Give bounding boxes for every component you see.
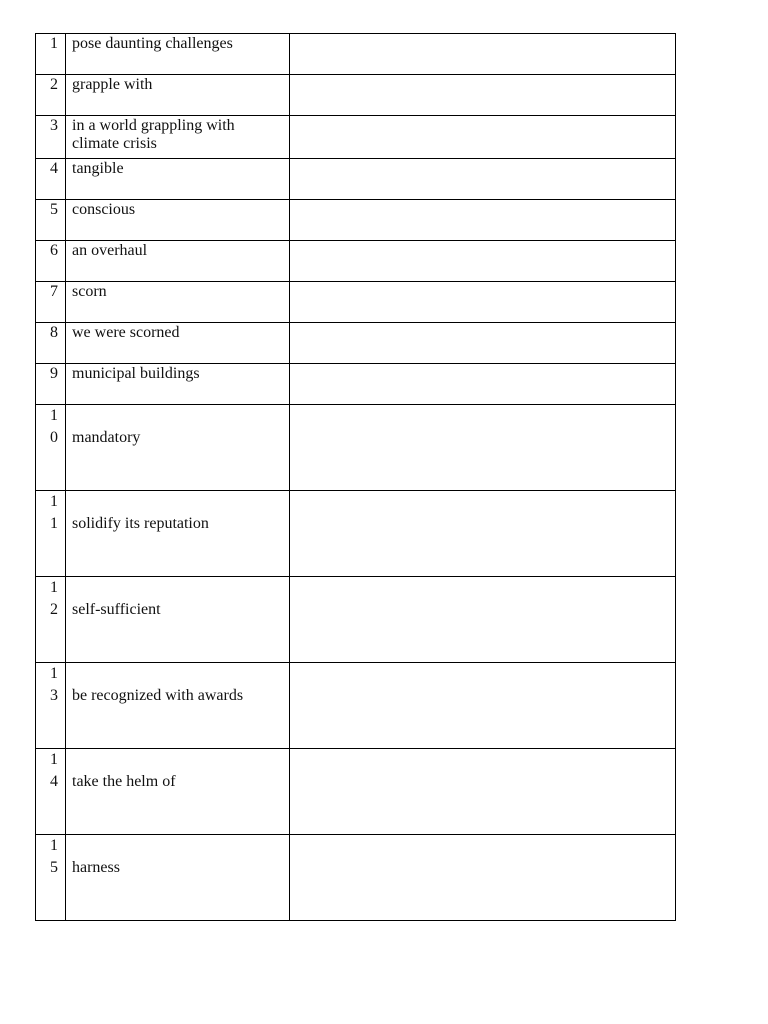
row-number: 4 bbox=[36, 159, 66, 200]
table-row bbox=[36, 116, 676, 159]
table-row bbox=[36, 364, 676, 405]
answer-cell[interactable] bbox=[290, 200, 676, 241]
vocabulary-term: an overhaul bbox=[66, 241, 290, 282]
vocabulary-term: self-sufficient bbox=[66, 577, 290, 663]
table-row bbox=[36, 577, 676, 663]
row-number-digit-1: 1 bbox=[50, 751, 58, 768]
row-number: 3 bbox=[36, 116, 66, 159]
row-number: 7 bbox=[36, 282, 66, 323]
answer-cell[interactable] bbox=[290, 491, 676, 577]
vocabulary-term: municipal buildings bbox=[66, 364, 290, 405]
vocabulary-term: take the helm of bbox=[66, 749, 290, 835]
vocabulary-term: pose daunting challenges bbox=[66, 34, 290, 75]
answer-cell[interactable] bbox=[290, 749, 676, 835]
row-number: 8 bbox=[36, 323, 66, 364]
row-number: 5 bbox=[36, 200, 66, 241]
table-row bbox=[36, 835, 676, 921]
answer-cell[interactable] bbox=[290, 663, 676, 749]
table-row bbox=[36, 405, 676, 491]
vocabulary-term: mandatory bbox=[66, 405, 290, 491]
row-number-digit-2: 3 bbox=[50, 687, 58, 704]
table-row bbox=[36, 200, 676, 241]
row-number-digit-1: 1 bbox=[50, 665, 58, 682]
row-number bbox=[36, 835, 66, 921]
table-row bbox=[36, 241, 676, 282]
answer-cell[interactable] bbox=[290, 364, 676, 405]
table-row bbox=[36, 491, 676, 577]
table-row bbox=[36, 749, 676, 835]
vocabulary-term: in a world grappling with climate crisis bbox=[66, 116, 290, 159]
answer-cell[interactable] bbox=[290, 405, 676, 491]
vocabulary-table bbox=[35, 33, 676, 921]
vocabulary-term: we were scorned bbox=[66, 323, 290, 364]
row-number-digit-1: 1 bbox=[50, 493, 58, 510]
row-number-digit-2: 0 bbox=[50, 429, 58, 446]
table-row bbox=[36, 75, 676, 116]
row-number-digit-2: 1 bbox=[50, 515, 58, 532]
answer-cell[interactable] bbox=[290, 75, 676, 116]
answer-cell[interactable] bbox=[290, 323, 676, 364]
row-number-digit-2: 2 bbox=[50, 601, 58, 618]
row-number-digit-1: 1 bbox=[50, 579, 58, 596]
answer-cell[interactable] bbox=[290, 282, 676, 323]
row-number-digit-2: 5 bbox=[50, 859, 58, 876]
table-row bbox=[36, 34, 676, 75]
answer-cell[interactable] bbox=[290, 241, 676, 282]
row-number bbox=[36, 577, 66, 663]
answer-cell[interactable] bbox=[290, 116, 676, 159]
vocabulary-term: harness bbox=[66, 835, 290, 921]
vocabulary-term: solidify its reputation bbox=[66, 491, 290, 577]
answer-cell[interactable] bbox=[290, 159, 676, 200]
table-row bbox=[36, 282, 676, 323]
table-row bbox=[36, 663, 676, 749]
table-row bbox=[36, 159, 676, 200]
vocabulary-term: scorn bbox=[66, 282, 290, 323]
row-number: 6 bbox=[36, 241, 66, 282]
row-number: 1 bbox=[36, 34, 66, 75]
row-number bbox=[36, 663, 66, 749]
row-number bbox=[36, 405, 66, 491]
vocabulary-term: be recognized with awards bbox=[66, 663, 290, 749]
vocabulary-term: tangible bbox=[66, 159, 290, 200]
answer-cell[interactable] bbox=[290, 577, 676, 663]
row-number bbox=[36, 749, 66, 835]
row-number-digit-1: 1 bbox=[50, 837, 58, 854]
row-number-digit-2: 4 bbox=[50, 773, 58, 790]
row-number: 2 bbox=[36, 75, 66, 116]
answer-cell[interactable] bbox=[290, 835, 676, 921]
row-number-digit-1: 1 bbox=[50, 407, 58, 424]
vocabulary-term: conscious bbox=[66, 200, 290, 241]
vocabulary-term: grapple with bbox=[66, 75, 290, 116]
row-number bbox=[36, 491, 66, 577]
row-number: 9 bbox=[36, 364, 66, 405]
answer-cell[interactable] bbox=[290, 34, 676, 75]
table-row bbox=[36, 323, 676, 364]
